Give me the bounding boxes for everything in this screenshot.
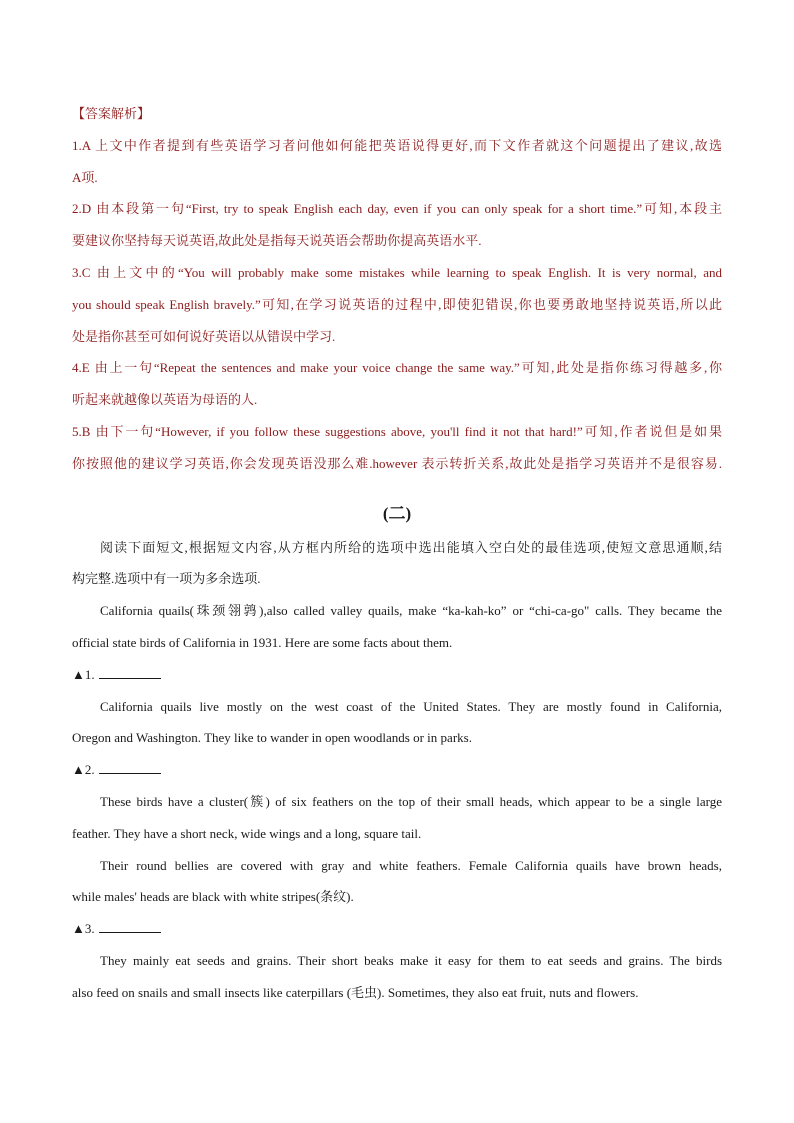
answer-line: 1.A 上文中作者提到有些英语学习者问他如何能把英语说得更好,而下文作者就这个问题提出了建议,故选	[72, 137, 722, 153]
answer-line: 5.B 由下一句“However, if you follow these suggestions above, you'll find it not that hard!”可知,作者说但是如果	[72, 423, 722, 439]
passage-line: Oregon and Washington. They like to wander in open woodlands or in parks.	[72, 730, 472, 746]
blank-line[interactable]	[99, 761, 161, 774]
passage-line: These birds have a cluster(簇) of six feathers on the top of their small heads, which appear to be a single large	[100, 793, 722, 809]
answer-item-4	[72, 352, 722, 416]
blank-label: ▲2.	[72, 762, 95, 778]
document-page	[72, 98, 722, 1009]
answer-header: 【答案解析】	[72, 106, 151, 121]
answer-line: 3.C 由上文中的“You will probably make some mistakes while learning to speak English. It is very normal, and	[72, 264, 722, 280]
answer-line: 要建议你坚持每天说英语,故此处是指每天说英语会帮助你提高英语水平.	[72, 233, 482, 249]
answer-blank-2	[72, 754, 722, 786]
passage-line: feather. They have a short neck, wide wings and a long, square tail.	[72, 825, 422, 841]
passage-line: California quails(珠颈翎鹑),also called valley quails, make “ka-kah-ko” or “chi-ca-go" calls. They became the	[100, 603, 722, 619]
passage-line: official state birds of California in 1931. Here are some facts about them.	[72, 634, 453, 650]
blank-line[interactable]	[99, 920, 161, 933]
passage-line: California quails live mostly on the west coast of the United States. They are mostly found in California,	[100, 698, 722, 714]
instructions-line: 构完整.选项中有一项为多余选项.	[72, 571, 261, 587]
section-title: (二)	[382, 503, 412, 523]
answer-line: 你按照他的建议学习英语,你会发现英语没那么难.however 表示转折关系,故此处是指学习英语并不是很容易.	[72, 455, 722, 471]
passage-line: Their round bellies are covered with gray and white feathers. Female California quails have brown heads,	[100, 857, 722, 873]
passage-line: also feed on snails and small insects like caterpillars (毛虫). Sometimes, they also eat fruit, nuts and flowers.	[72, 984, 639, 1000]
answer-line: you should speak English bravely.”可知,在学习说英语的过程中,即使犯错误,你也要勇敢地坚持说英语,所以此	[72, 296, 722, 312]
answer-blank-1	[72, 659, 722, 691]
answer-explanations	[72, 130, 722, 480]
blank-label: ▲1.	[72, 666, 95, 682]
spacer	[72, 480, 722, 490]
passage-line: while males' heads are black with white stripes(条纹).	[72, 889, 354, 905]
answer-line: 2.D 由本段第一句“First, try to speak English each day, even if you can only speak for a short time.”可知,本段主	[72, 201, 722, 217]
blank-line[interactable]	[99, 666, 161, 679]
passage-line: They mainly eat seeds and grains. Their short beaks make it easy for them to eat seeds and grains. The birds	[100, 952, 722, 968]
blank-label: ▲3.	[72, 921, 95, 937]
answer-blank-3	[72, 913, 722, 945]
answer-line: 4.E 由上一句“Repeat the sentences and make your voice change the same way.”可知,此处是指你练习得越多,你	[72, 360, 722, 376]
answer-item-1	[72, 130, 722, 194]
answer-item-3	[72, 257, 722, 352]
instructions-line: 阅读下面短文,根据短文内容,从方框内所给的选项中选出能填入空白处的最佳选项,使短文意思通顺,结	[100, 539, 722, 555]
answer-item-2	[72, 193, 722, 257]
answer-line: A项.	[72, 169, 98, 185]
instructions	[72, 532, 722, 596]
answer-line: 处是指你甚至可如何说好英语以从错误中学习.	[72, 328, 336, 344]
answer-line: 听起来就越像以英语为母语的人.	[72, 392, 258, 408]
reading-passage	[72, 595, 722, 1008]
answer-item-5	[72, 416, 722, 480]
